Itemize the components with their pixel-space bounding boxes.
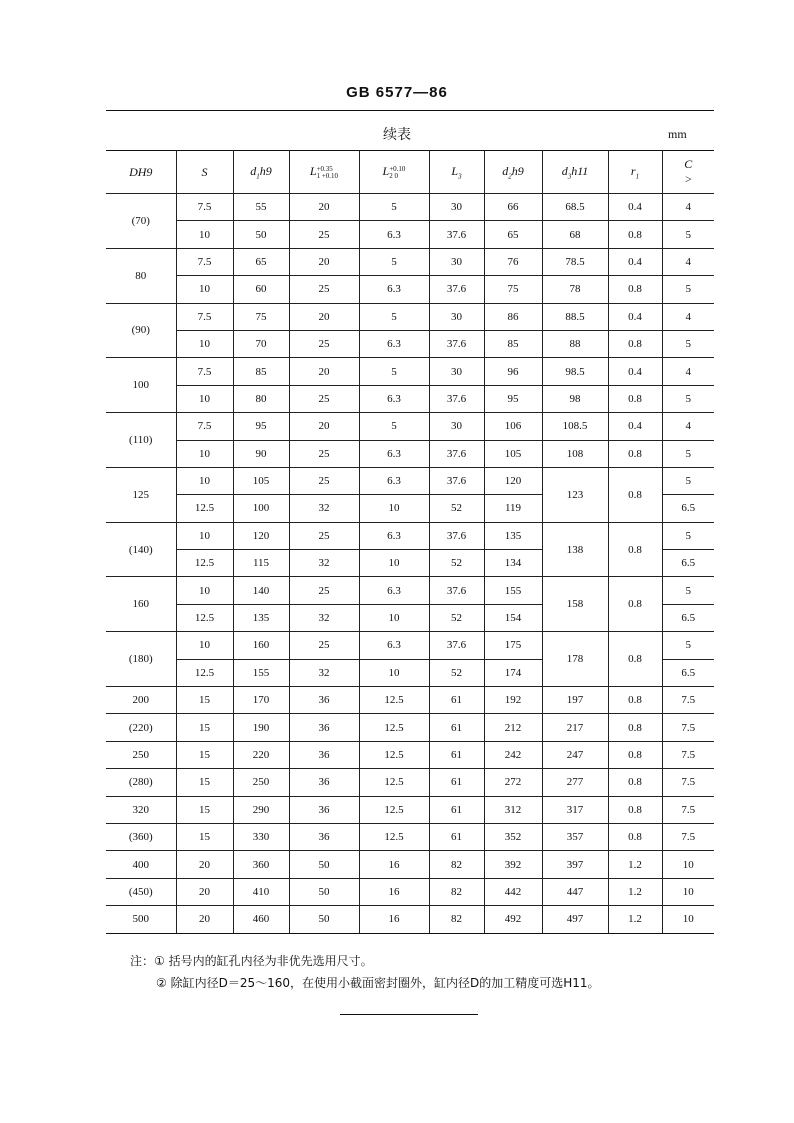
unit-label: mm xyxy=(668,127,687,141)
table-cell: 7.5 xyxy=(662,823,714,850)
table-cell: 37.6 xyxy=(429,276,484,303)
table-row xyxy=(106,221,714,248)
table-cell: 7.5 xyxy=(176,413,233,440)
table-row xyxy=(106,632,714,659)
table-cell: 5 xyxy=(662,577,714,604)
table-cell: 20 xyxy=(289,303,359,330)
table-cell: 36 xyxy=(289,714,359,741)
table-cell: 65 xyxy=(484,221,542,248)
table-cell: 5 xyxy=(359,303,429,330)
table-cell: 160 xyxy=(233,632,289,659)
col-header-r1: $r_1$ xyxy=(608,151,662,194)
table-cell: 0.4 xyxy=(608,303,662,330)
table-cell: 10 xyxy=(176,330,233,357)
table-cell: 37.6 xyxy=(429,221,484,248)
table-cell: 36 xyxy=(289,796,359,823)
table-cell: 78.5 xyxy=(542,248,608,275)
table-cell: 37.6 xyxy=(429,330,484,357)
table-cell: 61 xyxy=(429,769,484,796)
col-header-d3h11: $d_3h11$ xyxy=(542,151,608,194)
standard-code: GB 6577—86 xyxy=(346,84,448,101)
col-header-c: C > xyxy=(662,151,714,194)
table-cell: 0.8 xyxy=(608,769,662,796)
table-cell: 68.5 xyxy=(542,194,608,221)
table-cell: 10 xyxy=(176,440,233,467)
table-cell: 20 xyxy=(289,248,359,275)
table-cell: 96 xyxy=(484,358,542,385)
table-cell: 357 xyxy=(542,823,608,850)
col-header-l3: $L_3$ xyxy=(429,151,484,194)
table-cell: 36 xyxy=(289,741,359,768)
table-cell: 88 xyxy=(542,330,608,357)
table-cell: 105 xyxy=(233,467,289,494)
table-cell: 190 xyxy=(233,714,289,741)
table-cell: 20 xyxy=(176,906,233,933)
col-header-l2: L+0.10 2 0 xyxy=(359,151,429,194)
table-cell: 6.3 xyxy=(359,276,429,303)
table-cell: 12.5 xyxy=(359,769,429,796)
table-cell: 125 xyxy=(106,467,176,522)
table-cell: 0.4 xyxy=(608,413,662,440)
table-cell: 95 xyxy=(484,385,542,412)
table-cell: 12.5 xyxy=(359,741,429,768)
table-cell: 5 xyxy=(662,522,714,549)
table-cell: 140 xyxy=(233,577,289,604)
table-row xyxy=(106,385,714,412)
table-cell: 5 xyxy=(662,276,714,303)
table-cell: 25 xyxy=(289,632,359,659)
table-cell: 5 xyxy=(359,194,429,221)
table-cell: 10 xyxy=(176,276,233,303)
table-cell: 37.6 xyxy=(429,577,484,604)
table-cell: (90) xyxy=(106,303,176,358)
table-cell: 410 xyxy=(233,878,289,905)
table-cell: 10 xyxy=(176,221,233,248)
table-cell: 6.3 xyxy=(359,632,429,659)
table-cell: 320 xyxy=(106,796,176,823)
table-cell: 154 xyxy=(484,604,542,631)
table-cell: 312 xyxy=(484,796,542,823)
table-cell: 108 xyxy=(542,440,608,467)
table-cell: 6.3 xyxy=(359,385,429,412)
table-cell: 25 xyxy=(289,385,359,412)
table-cell: 32 xyxy=(289,659,359,686)
table-cell: 212 xyxy=(484,714,542,741)
col-header-s: S xyxy=(176,151,233,194)
table-header-row xyxy=(106,151,714,194)
table-cell: (110) xyxy=(106,413,176,468)
table-cell: 75 xyxy=(233,303,289,330)
table-cell: 50 xyxy=(289,906,359,933)
table-cell: 0.8 xyxy=(608,330,662,357)
table-cell: 7.5 xyxy=(176,358,233,385)
col-header-d2h9: $d_2h9$ xyxy=(484,151,542,194)
table-cell: 90 xyxy=(233,440,289,467)
table-row xyxy=(106,522,714,549)
table-cell: 78 xyxy=(542,276,608,303)
table-cell: 32 xyxy=(289,495,359,522)
table-cell: 217 xyxy=(542,714,608,741)
table-cell: 447 xyxy=(542,878,608,905)
table-cell: 200 xyxy=(106,687,176,714)
table-cell: 317 xyxy=(542,796,608,823)
table-cell: 197 xyxy=(542,687,608,714)
table-cell: 12.5 xyxy=(176,495,233,522)
table-cell: 25 xyxy=(289,221,359,248)
table-cell: 192 xyxy=(484,687,542,714)
table-cell: 0.8 xyxy=(608,276,662,303)
table-cell: 10 xyxy=(176,632,233,659)
table-cell: 36 xyxy=(289,687,359,714)
table-cell: 12.5 xyxy=(359,823,429,850)
table-cell: 25 xyxy=(289,467,359,494)
table-row xyxy=(106,823,714,850)
footer-rule xyxy=(340,1014,478,1015)
table-row xyxy=(106,796,714,823)
table-cell: 80 xyxy=(106,248,176,303)
table-cell: 250 xyxy=(106,741,176,768)
table-cell: 7.5 xyxy=(662,796,714,823)
table-cell: 86 xyxy=(484,303,542,330)
table-cell: 7.5 xyxy=(662,687,714,714)
table-cell: 50 xyxy=(233,221,289,248)
table-cell: 37.6 xyxy=(429,385,484,412)
table-row xyxy=(106,413,714,440)
table-cell: 60 xyxy=(233,276,289,303)
notes xyxy=(130,950,600,994)
table-cell: 10 xyxy=(662,906,714,933)
table-cell: 5 xyxy=(662,467,714,494)
table-cell: 160 xyxy=(106,577,176,632)
table-cell: 61 xyxy=(429,823,484,850)
table-cell: 61 xyxy=(429,796,484,823)
table-cell: 135 xyxy=(484,522,542,549)
table-cell: 32 xyxy=(289,550,359,577)
table-cell: 52 xyxy=(429,604,484,631)
table-row xyxy=(106,878,714,905)
table-row xyxy=(106,303,714,330)
table-cell: 10 xyxy=(359,659,429,686)
table-cell: 0.8 xyxy=(608,796,662,823)
table-cell: 75 xyxy=(484,276,542,303)
table-cell: 0.8 xyxy=(608,632,662,687)
table-cell: 4 xyxy=(662,248,714,275)
table-cell: 20 xyxy=(176,878,233,905)
table-cell: 492 xyxy=(484,906,542,933)
table-cell: 82 xyxy=(429,851,484,878)
table-cell: 120 xyxy=(233,522,289,549)
table-cell: 25 xyxy=(289,330,359,357)
table-cell: (180) xyxy=(106,632,176,687)
table-cell: 10 xyxy=(662,851,714,878)
table-cell: 0.8 xyxy=(608,467,662,522)
table-cell: 5 xyxy=(662,440,714,467)
table-cell: (450) xyxy=(106,878,176,905)
table-cell: 123 xyxy=(542,467,608,522)
table-cell: 52 xyxy=(429,659,484,686)
table-cell: 6.5 xyxy=(662,659,714,686)
table-cell: 16 xyxy=(359,878,429,905)
table-cell: 15 xyxy=(176,796,233,823)
table-cell: 0.4 xyxy=(608,248,662,275)
table-cell: 0.8 xyxy=(608,823,662,850)
table-row xyxy=(106,851,714,878)
table-cell: 12.5 xyxy=(176,550,233,577)
table-cell: 88.5 xyxy=(542,303,608,330)
table-cell: 61 xyxy=(429,741,484,768)
table-cell: 10 xyxy=(176,385,233,412)
table-cell: 50 xyxy=(289,851,359,878)
table-cell: 460 xyxy=(233,906,289,933)
table-cell: 12.5 xyxy=(359,714,429,741)
table-cell: 30 xyxy=(429,194,484,221)
table-cell: 61 xyxy=(429,687,484,714)
table-cell: 5 xyxy=(359,358,429,385)
table-cell: 6.3 xyxy=(359,221,429,248)
table-cell: 98 xyxy=(542,385,608,412)
col-header-dh9: DH9 xyxy=(106,151,176,194)
table-cell: 10 xyxy=(176,577,233,604)
table-cell: 6.5 xyxy=(662,550,714,577)
table-cell: 85 xyxy=(233,358,289,385)
table-cell: 52 xyxy=(429,495,484,522)
table-cell: 138 xyxy=(542,522,608,577)
note-2: ② 除缸内径D＝25～160，在使用小截面密封圈外，缸内径D的加工精度可选H11。 xyxy=(156,976,600,990)
table-cell: 4 xyxy=(662,413,714,440)
table-cell: 61 xyxy=(429,714,484,741)
table-cell: 25 xyxy=(289,276,359,303)
table-cell: 115 xyxy=(233,550,289,577)
table-cell: 20 xyxy=(289,413,359,440)
table-cell: 65 xyxy=(233,248,289,275)
table-cell: 98.5 xyxy=(542,358,608,385)
table-cell: 82 xyxy=(429,906,484,933)
note-1: 注：① 括号内的缸孔内径为非优先选用尺寸。 xyxy=(130,954,373,968)
table-cell: 100 xyxy=(233,495,289,522)
table-row xyxy=(106,906,714,933)
table-cell: 0.8 xyxy=(608,714,662,741)
table-continued-title: 续表 xyxy=(383,128,411,143)
table-cell: 5 xyxy=(359,413,429,440)
table-cell: 55 xyxy=(233,194,289,221)
table-cell: 15 xyxy=(176,714,233,741)
table-cell: 66 xyxy=(484,194,542,221)
table-cell: 10 xyxy=(359,495,429,522)
table-cell: 277 xyxy=(542,769,608,796)
table-cell: 242 xyxy=(484,741,542,768)
table-cell: 12.5 xyxy=(359,687,429,714)
table-cell: 0.8 xyxy=(608,687,662,714)
col-header-d1h9: $d_1h9$ xyxy=(233,151,289,194)
table-cell: 442 xyxy=(484,878,542,905)
table-cell: 400 xyxy=(106,851,176,878)
table-cell: 119 xyxy=(484,495,542,522)
table-row xyxy=(106,741,714,768)
table-cell: 15 xyxy=(176,823,233,850)
table-cell: 6.5 xyxy=(662,495,714,522)
table-cell: 7.5 xyxy=(176,194,233,221)
table-cell: 397 xyxy=(542,851,608,878)
table-cell: 247 xyxy=(542,741,608,768)
table-cell: 6.3 xyxy=(359,467,429,494)
table-cell: 37.6 xyxy=(429,632,484,659)
table-cell: 12.5 xyxy=(359,796,429,823)
table-cell: 175 xyxy=(484,632,542,659)
table-cell: 20 xyxy=(289,194,359,221)
table-row xyxy=(106,577,714,604)
table-cell: 100 xyxy=(106,358,176,413)
table-cell: 32 xyxy=(289,604,359,631)
table-cell: 170 xyxy=(233,687,289,714)
table-cell: 25 xyxy=(289,522,359,549)
table-cell: 155 xyxy=(233,659,289,686)
table-cell: 7.5 xyxy=(176,303,233,330)
table-cell: 15 xyxy=(176,769,233,796)
table-cell: 30 xyxy=(429,358,484,385)
col-header-l1: L+0.35 1 +0.10 xyxy=(289,151,359,194)
table-cell: 50 xyxy=(289,878,359,905)
table-cell: 178 xyxy=(542,632,608,687)
table-cell: 1.2 xyxy=(608,878,662,905)
table-cell: 82 xyxy=(429,878,484,905)
table-cell: 12.5 xyxy=(176,659,233,686)
table-cell: 330 xyxy=(233,823,289,850)
table-cell: 20 xyxy=(176,851,233,878)
table-row xyxy=(106,467,714,494)
table-cell: (220) xyxy=(106,714,176,741)
table-cell: (140) xyxy=(106,522,176,577)
table-cell: 6.3 xyxy=(359,440,429,467)
table-cell: (360) xyxy=(106,823,176,850)
table-cell: 5 xyxy=(662,385,714,412)
table-cell: 6.3 xyxy=(359,577,429,604)
table-cell: 0.8 xyxy=(608,385,662,412)
table-cell: 10 xyxy=(176,522,233,549)
table-cell: 36 xyxy=(289,823,359,850)
table-cell: 0.8 xyxy=(608,741,662,768)
table-cell: 272 xyxy=(484,769,542,796)
table-cell: 68 xyxy=(542,221,608,248)
table-cell: 20 xyxy=(289,358,359,385)
table-cell: 6.5 xyxy=(662,604,714,631)
table-cell: 134 xyxy=(484,550,542,577)
table-cell: 5 xyxy=(359,248,429,275)
table-cell: 174 xyxy=(484,659,542,686)
table-cell: 290 xyxy=(233,796,289,823)
table-cell: 7.5 xyxy=(662,714,714,741)
table-cell: 37.6 xyxy=(429,467,484,494)
table-cell: 1.2 xyxy=(608,851,662,878)
table-cell: 7.5 xyxy=(662,741,714,768)
table-cell: 16 xyxy=(359,906,429,933)
table-cell: 4 xyxy=(662,358,714,385)
table-row xyxy=(106,276,714,303)
table-cell: (280) xyxy=(106,769,176,796)
table-cell: 135 xyxy=(233,604,289,631)
table-cell: 30 xyxy=(429,303,484,330)
table-cell: 0.8 xyxy=(608,221,662,248)
table-cell: 0.8 xyxy=(608,440,662,467)
table-cell: 70 xyxy=(233,330,289,357)
table-row xyxy=(106,769,714,796)
table-cell: 4 xyxy=(662,194,714,221)
table-cell: 0.4 xyxy=(608,194,662,221)
table-cell: 15 xyxy=(176,687,233,714)
table-cell: 25 xyxy=(289,440,359,467)
table-cell: 500 xyxy=(106,906,176,933)
table-cell: 12.5 xyxy=(176,604,233,631)
table-cell: 155 xyxy=(484,577,542,604)
table-row xyxy=(106,248,714,275)
table-cell: 360 xyxy=(233,851,289,878)
table-cell: 0.8 xyxy=(608,522,662,577)
table-row xyxy=(106,714,714,741)
table-cell: 30 xyxy=(429,248,484,275)
table-cell: 37.6 xyxy=(429,522,484,549)
table-cell: 250 xyxy=(233,769,289,796)
table-cell: 80 xyxy=(233,385,289,412)
table-cell: 36 xyxy=(289,769,359,796)
table-cell: 16 xyxy=(359,851,429,878)
table-cell: (70) xyxy=(106,194,176,249)
table-cell: 105 xyxy=(484,440,542,467)
table-cell: 352 xyxy=(484,823,542,850)
table-cell: 6.3 xyxy=(359,330,429,357)
table-cell: 0.8 xyxy=(608,577,662,632)
table-cell: 10 xyxy=(662,878,714,905)
table-cell: 76 xyxy=(484,248,542,275)
table-row xyxy=(106,194,714,221)
table-cell: 7.5 xyxy=(662,769,714,796)
table-cell: 52 xyxy=(429,550,484,577)
header-rule xyxy=(106,110,714,111)
table-cell: 108.5 xyxy=(542,413,608,440)
table-cell: 106 xyxy=(484,413,542,440)
table-cell: 5 xyxy=(662,221,714,248)
table-cell: 85 xyxy=(484,330,542,357)
table-cell: 5 xyxy=(662,632,714,659)
table-cell: 30 xyxy=(429,413,484,440)
table-row xyxy=(106,687,714,714)
dimension-table xyxy=(106,150,714,934)
table-cell: 5 xyxy=(662,330,714,357)
table-cell: 120 xyxy=(484,467,542,494)
table-cell: 10 xyxy=(176,467,233,494)
table-cell: 15 xyxy=(176,741,233,768)
table-cell: 6.3 xyxy=(359,522,429,549)
table-cell: 10 xyxy=(359,550,429,577)
table-row xyxy=(106,330,714,357)
table-cell: 10 xyxy=(359,604,429,631)
table-cell: 220 xyxy=(233,741,289,768)
table-cell: 37.6 xyxy=(429,440,484,467)
table-cell: 0.4 xyxy=(608,358,662,385)
table-row xyxy=(106,358,714,385)
table-cell: 95 xyxy=(233,413,289,440)
table-cell: 7.5 xyxy=(176,248,233,275)
table-cell: 4 xyxy=(662,303,714,330)
table-cell: 1.2 xyxy=(608,906,662,933)
table-cell: 392 xyxy=(484,851,542,878)
table-cell: 158 xyxy=(542,577,608,632)
table-cell: 25 xyxy=(289,577,359,604)
table-row xyxy=(106,440,714,467)
table-cell: 497 xyxy=(542,906,608,933)
